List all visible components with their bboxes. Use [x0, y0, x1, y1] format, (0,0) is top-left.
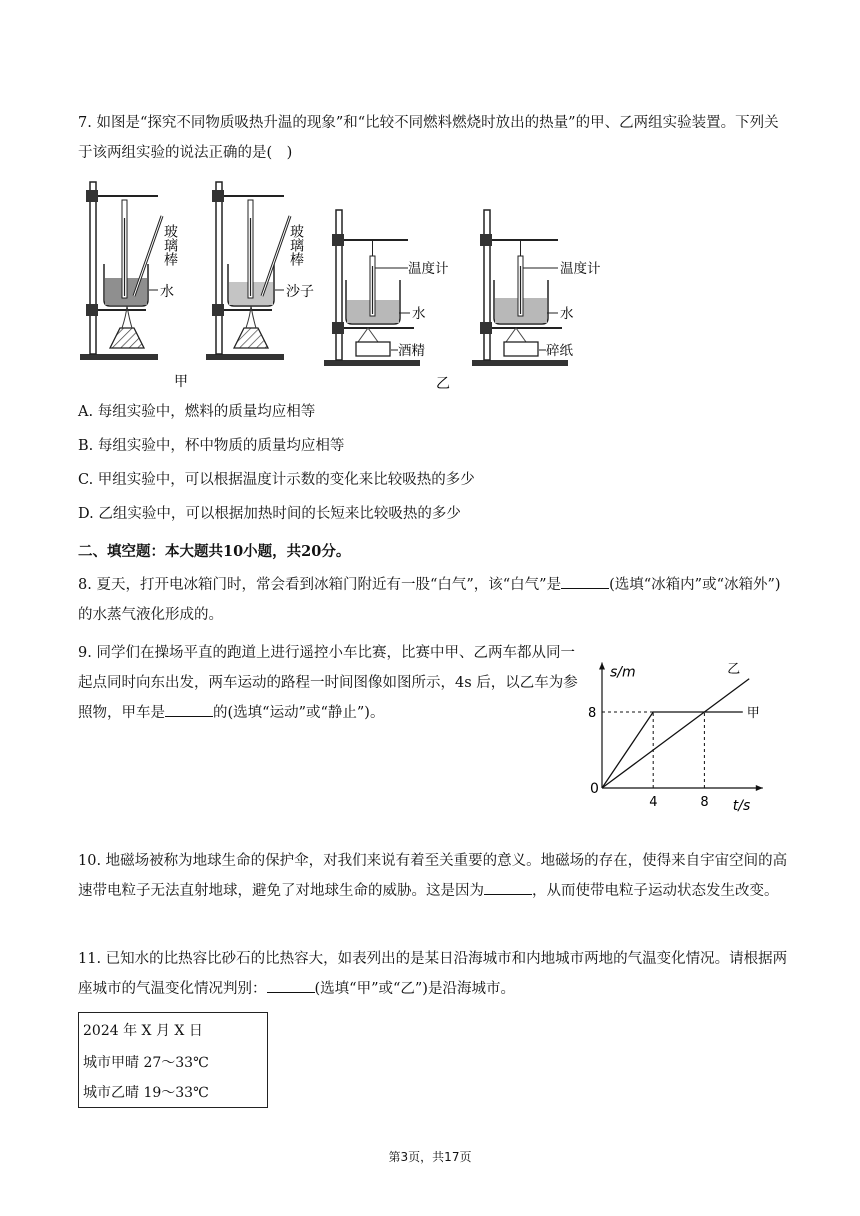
question-9-text-b: 的(选填“运动”或“静止”)。 — [213, 705, 385, 721]
label-yi: 乙 — [436, 376, 450, 390]
answer-blank-8 — [561, 574, 609, 589]
option-b: B. 每组实验中，杯中物质的质量均应相等 — [78, 438, 345, 454]
setup-jia-sand — [206, 182, 290, 360]
x-axis-label: t/s — [732, 798, 751, 814]
st-graph — [582, 636, 792, 816]
y-axis-label: s/m — [610, 664, 636, 681]
option-a: A. 每组实验中，燃料的质量均应相等 — [78, 404, 316, 420]
y-axis-arrow — [599, 663, 605, 670]
option-c: C. 甲组实验中，可以根据温度计示数的变化来比较吸热的多少 — [78, 472, 475, 488]
experiment-figure — [78, 178, 618, 390]
label-sand: 沙子 — [286, 284, 314, 300]
series-label-yi: 乙 — [727, 661, 741, 677]
label-alcohol: 酒精 — [398, 343, 425, 359]
question-9-text-a: 9. 同学们在操场平直的跑道上进行遥控小车比赛，比赛中甲、乙两车都从同一起点同时向东出发，两车运动的路程一时间图像如图所示，4s 后，以乙车为参照物，甲车是 — [78, 645, 578, 721]
answer-blank-11 — [267, 978, 315, 993]
label-water-1: 水 — [160, 284, 174, 300]
answer-blank-10 — [484, 880, 532, 895]
question-7-text: 7. 如图是“探究不同物质吸热升温的现象”和“比较不同燃料燃烧时放出的热量”的甲、乙两组实验装置。下列关于该两组实验的说法正确的是( ) — [78, 115, 779, 161]
section-2-title: 二、填空题：本大题共10小题，共20分。 — [78, 543, 351, 560]
label-water-3: 水 — [560, 306, 574, 322]
x-tick-label-1: 8 — [700, 795, 709, 810]
question-11 — [78, 944, 790, 1004]
question-10 — [78, 846, 790, 906]
x-tick-label-0: 4 — [649, 795, 658, 810]
weather-row-city-yi: 城市乙晴 19～33℃ — [83, 1085, 209, 1101]
weather-row-city-jia: 城市甲晴 27～33℃ — [83, 1055, 209, 1071]
label-jia: 甲 — [174, 374, 188, 390]
series-label-jia: 甲 — [746, 706, 760, 721]
weather-date: 2024 年 X 月 X 日 — [83, 1023, 203, 1039]
x-axis-arrow — [756, 785, 763, 791]
label-bolibang-2: 玻璃棒 — [288, 224, 304, 266]
option-d: D. 乙组实验中，可以根据加热时间的长短来比较吸热的多少 — [78, 506, 461, 522]
label-bolibang-1: 玻璃棒 — [162, 224, 178, 266]
weather-table — [78, 1012, 268, 1108]
question-8-text-b: (选填“冰箱内”或“冰箱外”)的水蒸气液化形成的。 — [78, 577, 781, 623]
question-10-text-a: 10. 地磁场被称为地球生命的保护伞，对我们来说有着至关重要的意义。地磁场的存在，使得来自宇宙空间的高速带电粒子无法直射地球，避免了对地球生命的威胁。这是因为 — [78, 853, 788, 899]
label-water-2: 水 — [412, 306, 426, 322]
question-11-text-a: 11. 已知水的比热容比砂石的比热容大，如表列出的是某日沿海城市和内地城市两地的气温变化情况。请根据两座城市的气温变化情况判别： — [78, 951, 788, 997]
series-line-yi — [602, 679, 749, 788]
label-thermometer-1: 温度计 — [408, 261, 449, 277]
setup-jia-water — [80, 182, 162, 360]
question-10-text-b: ，从而使带电粒子运动状态发生改变。 — [532, 883, 779, 899]
label-thermometer-2: 温度计 — [560, 261, 601, 277]
question-11-text-b: (选填“甲”或“乙”)是沿海城市。 — [314, 981, 515, 997]
question-9 — [78, 638, 578, 728]
series-line-jia — [602, 712, 743, 788]
question-8 — [78, 570, 790, 630]
y-tick-label-0: 8 — [588, 706, 597, 721]
question-8-text-a: 8. 夏天，打开电冰箱门时，常会看到冰箱门附近有一股“白气”，该“白气”是 — [78, 577, 562, 593]
label-paper: 碎纸 — [546, 343, 573, 359]
answer-blank-9 — [165, 702, 213, 717]
origin-label: 0 — [590, 781, 599, 797]
page-number: 第3页，共17页 — [388, 1150, 472, 1164]
